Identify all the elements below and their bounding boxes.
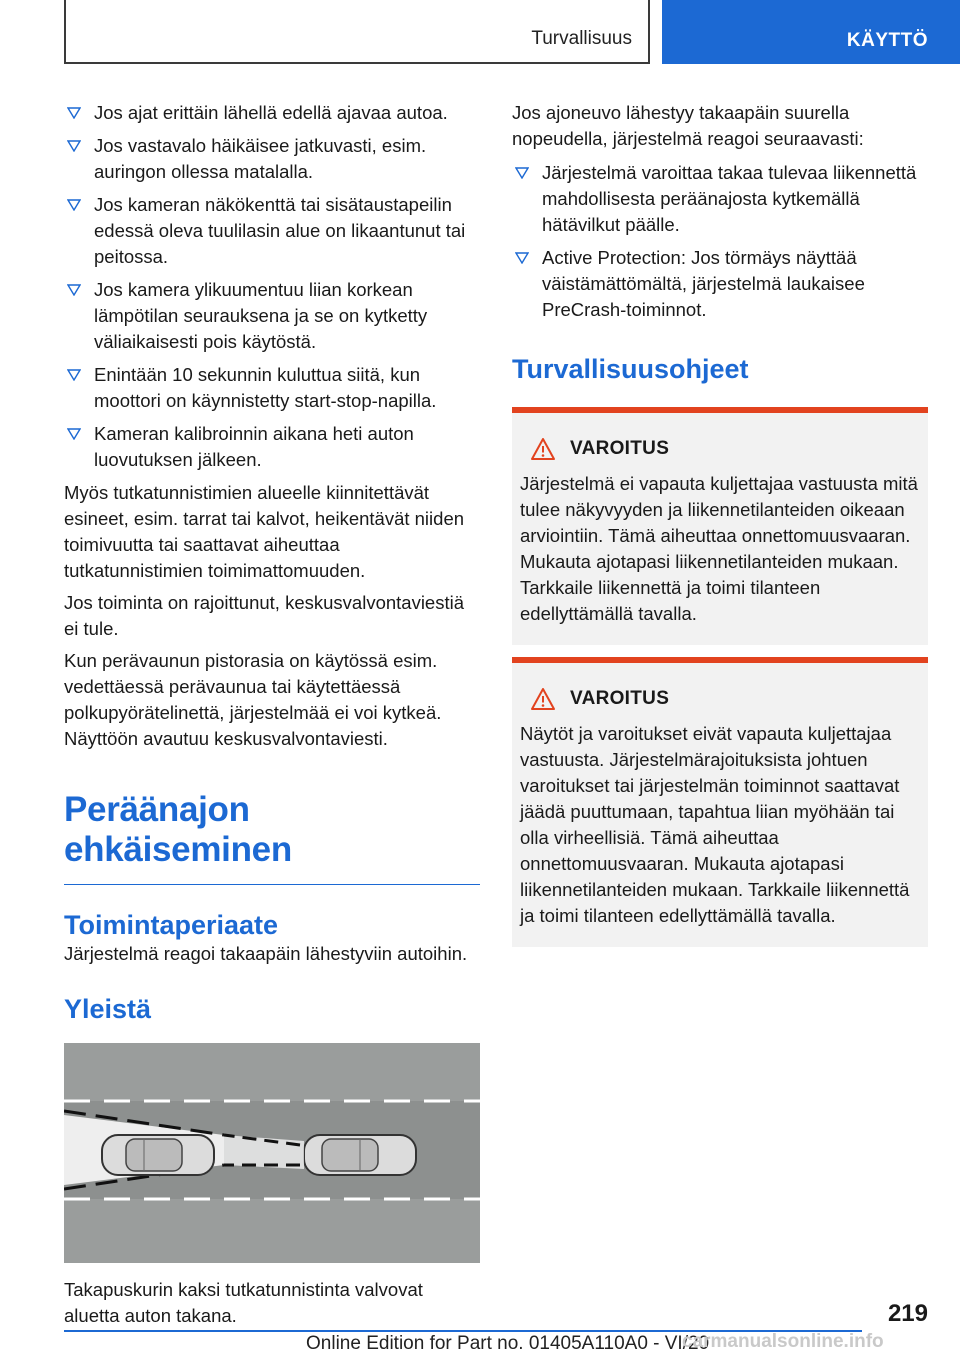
- list-item-text: Jos kamera ylikuumentuu liian korkean lämpötilan seurauksena ja se on kytketty väliaikaisesti pois käytöstä.: [94, 279, 428, 352]
- left-column: [64, 100, 480, 1329]
- section-heading-principle: Toimintaperiaate: [64, 910, 279, 940]
- bullet-triangle-icon: [67, 369, 81, 381]
- header-chapter-tab: [662, 0, 960, 64]
- car-icon: [102, 1135, 214, 1175]
- warning-text: Näytöt ja varoitukset eivät vapauta kuljettajaa vastuusta. Järjestelmärajoituksista johtuen varoitukset tai järjestelmän toiminnot saattavat jäädä puuttumaan, tapahtua liian myöhään tai olla virheellisiä. Tämä aiheuttaa onnettomuusvaaran. Mukauta ajotapasi liikennetilanteiden mukaan. Tarkkaile liikennettä ja toimi tilanteen edellyttämällä tavalla.: [520, 723, 910, 926]
- car-icon: [304, 1135, 416, 1175]
- warning-header: [524, 435, 920, 463]
- radar-illustration: [64, 1043, 480, 1263]
- figure-caption: Takapuskurin kaksi tutkatunnistinta valvovat aluetta auton takana.: [64, 1279, 423, 1326]
- chapter-heading: Peräänajon ehkäiseminen: [64, 790, 480, 885]
- warning-triangle-icon: [530, 687, 556, 711]
- bullet-triangle-icon: [515, 252, 529, 264]
- reaction-list: [512, 160, 928, 323]
- warning-header: [524, 685, 920, 713]
- warning-title: VAROITUS: [570, 438, 670, 459]
- warning-box: [512, 407, 928, 645]
- header-section-title: Turvallisuus: [531, 28, 632, 49]
- list-item-text: Kameran kalibroinnin aikana heti auton luovutuksen jälkeen.: [94, 423, 414, 470]
- principle-text: Järjestelmä reagoi takaapäin lähestyviin autoihin.: [64, 943, 468, 964]
- list-item-text: Enintään 10 sekunnin kuluttua siitä, kun moottori on käynnistetty start-stop-napilla.: [94, 364, 437, 411]
- list-item: [512, 245, 928, 323]
- list-item: [64, 277, 480, 355]
- header-section-box: [64, 0, 650, 64]
- section-heading-safety: Turvallisuusohjeet: [512, 354, 749, 384]
- bullet-triangle-icon: [67, 428, 81, 440]
- body-paragraph: Kun perävaunun pistorasia on käytössä esim. vedettäessä perävaunua tai käytettäessä polkupyörätelinettä, järjestelmää ei voi kytkeä. Näyttöön avautuu keskusvalvontaviesti.: [64, 650, 442, 749]
- bullet-triangle-icon: [67, 140, 81, 152]
- list-item-text: Jos kameran näkökenttä tai sisätaustapeilin edessä oleva tuulilasin alue on likaantunut tai peitossa.: [94, 194, 466, 267]
- bullet-triangle-icon: [67, 284, 81, 296]
- list-item-text: Järjestelmä varoittaa takaa tulevaa liikennettä mahdollisesta peräänajosta kytkemällä hätävilkut päälle.: [542, 162, 917, 235]
- list-item-text: Jos ajat erittäin lähellä edellä ajavaa autoa.: [94, 102, 448, 123]
- list-item: [64, 133, 480, 185]
- header-chapter-label: KÄYTTÖ: [846, 30, 928, 51]
- list-item: [512, 160, 928, 238]
- body-paragraph: Myös tutkatunnistimien alueelle kiinnitettävät esineet, esim. tarrat tai kalvot, heikentävät niiden toimivuutta tai saattavat aiheuttaa tutkatunnistimien toimimattomuuden.: [64, 482, 465, 581]
- list-item-text: Active Protection: Jos törmäys näyttää väistämättömältä, järjestelmä laukaisee PreCrash-toiminnot.: [542, 247, 865, 320]
- footer-edition: Online Edition for Part no. 01405A110A0 - VI/20: [306, 1333, 710, 1354]
- list-item: [64, 362, 480, 414]
- warning-box: [512, 657, 928, 947]
- warning-title: VAROITUS: [570, 688, 670, 709]
- page-number: 219: [887, 1300, 928, 1327]
- footer-watermark: carmanualsonline.info: [682, 1331, 884, 1352]
- bullet-triangle-icon: [515, 167, 529, 179]
- list-item: [64, 100, 480, 126]
- list-item-text: Jos vastavalo häikäisee jatkuvasti, esim. auringon ollessa matalalla.: [94, 135, 427, 182]
- warning-text: Järjestelmä ei vapauta kuljettajaa vastuusta mitä tulee näkyvyyden ja liikennetilanteiden oikeaan arviointiin. Tämä aiheuttaa onnettomuusvaaran. Mukauta ajotapasi liikennetilanteiden mukaan. Tarkkaile liikennettä ja toimi tilanteen edellyttämällä tavalla.: [520, 473, 918, 624]
- right-column: [512, 100, 928, 947]
- limitation-list: [64, 100, 480, 473]
- section-heading-general: Yleistä: [64, 994, 152, 1024]
- list-item: [64, 421, 480, 473]
- body-paragraph: Jos toiminta on rajoittunut, keskusvalvontaviestiä ei tule.: [64, 592, 465, 639]
- bullet-triangle-icon: [67, 107, 81, 119]
- intro-paragraph: Jos ajoneuvo lähestyy takaapäin suurella nopeudella, järjestelmä reagoi seuraavasti:: [512, 102, 864, 149]
- list-item: [64, 192, 480, 270]
- bullet-triangle-icon: [67, 199, 81, 211]
- warning-triangle-icon: [530, 437, 556, 461]
